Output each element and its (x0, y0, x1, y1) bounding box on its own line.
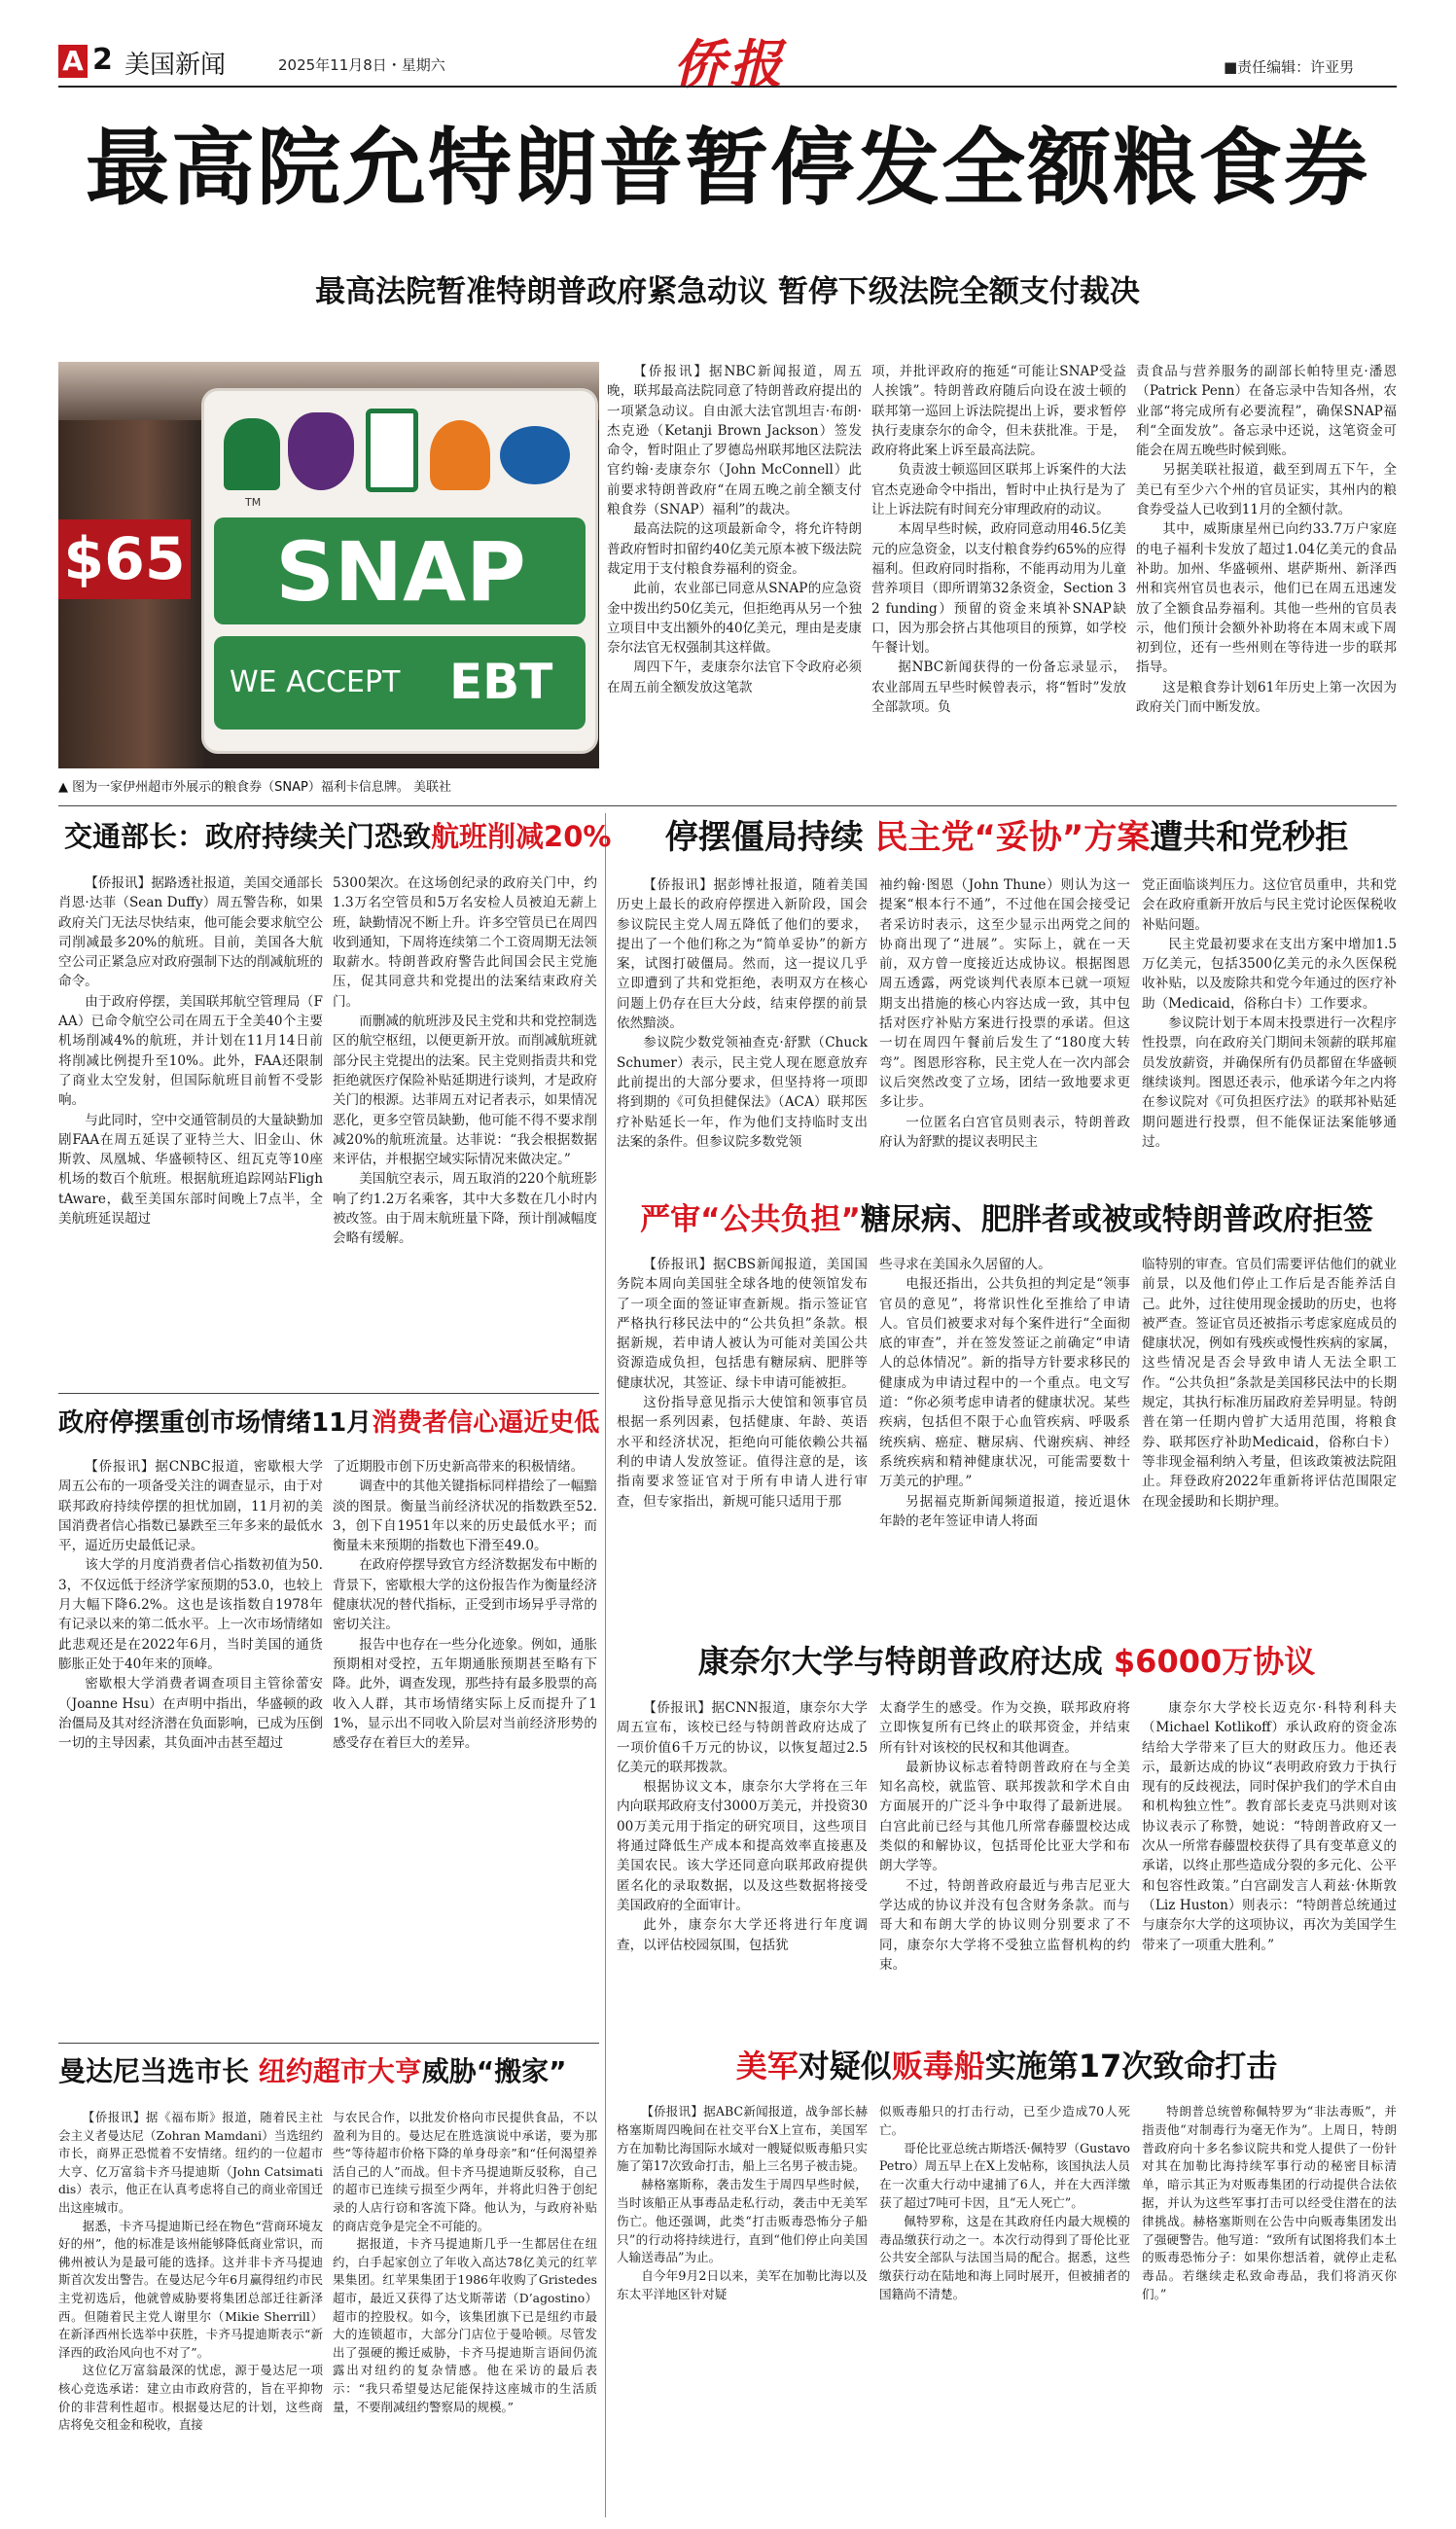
paragraph: 美国航空表示，周五取消的220个航班影响了约1.2万名乘客，其中大多数在几小时内被改签。由于周末航班量下降，预计削减幅度会略有缓解。 (333, 1171, 597, 1247)
headline-highlight: 严审 (640, 1202, 701, 1237)
shutdown-column-2 (879, 875, 1130, 1187)
confidence-column-1 (58, 1457, 323, 2035)
confidence-column-2 (333, 1457, 597, 2035)
transport-column-2 (333, 873, 597, 1383)
confidence-headline (58, 1403, 599, 1443)
cornell-headline (617, 1638, 1397, 1685)
snap-icons-row (224, 409, 574, 496)
lead-column-2 (871, 362, 1126, 798)
section-rule (58, 805, 1397, 806)
page-number: 2 (92, 43, 113, 77)
paragraph: 据悉，卡齐马提迪斯已经在物色“营商环境友好的州”，他的标准是该州能够降低商业常识，而佛州被认为是最可能的选择。这并非卡齐马提迪斯首次发出警告。在曼达尼今年6月赢得纽约市民主党初选后，他就曾威胁要将集团总部迁往新泽西。但随着民主党人谢里尔（Mikie Sherrill）在新泽西州长选举中获胜，卡齐马提迪斯表示“新泽西的政治风向也不对了”。 (58, 2218, 323, 2360)
section-rule (58, 1393, 599, 1394)
paragraph: 些寻求在美国永久居留的人。 (879, 1257, 1051, 1272)
paragraph: 电报还指出，公共负担的判定是“领事官员的意见”，将常识性化至推给了申请人。官员们被要求对每个案件进行“全面彻底的审查”，并在签发签证之前确定“申请人的总体情况”。新的指导方针要求移民的健康成为申请过程中的一个重点。电文写道：“你必须考虑申请者的健康状况。某些疾病，包括但不限于心血管疾病、呼吸系统疾病、癌症、糖尿病、代谢疾病、神经系统疾病和精神健康状况，可能需要数十万美元的护理。” (879, 1276, 1130, 1490)
issue-date: 2025年11月8日・星期六 (278, 56, 445, 74)
public-charge-column-3 (1142, 1255, 1397, 1628)
paragraph: 责食品与营养服务的副部长帕特里克·潘恩（Patrick Penn）在备忘录中告知各州，农业部“将完成所有必要流程”，确保SNAP福利“全面发放”。备忘录中还说，这笔资金可能会在周五晚些时候到账。 (1136, 364, 1397, 459)
cornell-column-2 (879, 1698, 1130, 2033)
paragraph: 这是粮食券计划61年历史上第一次因为政府关门而中断发放。 (1136, 679, 1397, 716)
headline-highlight: “公共负担” (700, 1202, 861, 1237)
transport-headline (64, 815, 611, 858)
page-header (0, 0, 1456, 95)
paragraph: 负责波士顿巡回区联邦上诉案件的大法官杰克逊命令中指出，暂时中止执行是为了让上诉法院有时间充分审理政府的动议。 (871, 462, 1126, 518)
paragraph: 项，并批评政府的拖延“可能让SNAP受益人挨饿”。特朗普政府随后向设在波士顿的联邦第一巡回上诉法院提出上诉，要求暂停执行麦康奈尔的命令，但未获批准。于是，政府将此案上诉至最高法院。 (871, 364, 1126, 459)
paragraph: 本周早些时候，政府同意动用46.5亿美元的应急资金，以支付粮食券约65%的应得福利。但政府同时指称，不能再动用为儿童营养项目（即所谓第32条资金，Section 32 funding）预留的资金来填补SNAP缺口，因为那会挤占其他项目的预算，如学校午餐计划。 (871, 521, 1126, 657)
paragraph: 5300架次。在这场创纪录的政府关门中，约1.3万名空管员和5万名安检人员被迫无薪上班，缺勤情况不断上升。许多空管员已在周四收到通知，下周将连续第二个工资周期无法领取薪水。特朗普政府警告此间国会民主党施压，促其同意共和党提出的法案结束政府关门。 (333, 875, 597, 1010)
navy-strike-column-3 (1142, 2103, 1397, 2517)
section-rule (58, 2043, 599, 2044)
paragraph: 这位亿万富翁最深的忧虑，源于曼达尼一项核心竞选承诺：建立由市政府营的，旨在平抑物价的非营利性超市。根据曼达尼的计划，这些商店将免交租金和税收，直接 (58, 2363, 323, 2433)
price-tag: $65 (58, 519, 191, 599)
paragraph: 临特别的审查。官员们需要评估他们的就业前景，以及他们停止工作后是否能养活自己。此外，过往使用现金援助的历史，也将被严查。签证官员还被指示考虑家庭成员的健康状况，例如有残疾或慢性疾病的家属，这些情况是否会导致申请人无法全职工作。“公共负担”条款是美国移民法中的长期规定，其执行标准历届政府差异明显。特朗普在第一任期内曾扩大适用范围，将粮食券、联邦医疗补助Medicaid，俗称白卡）等非现金福利纳入考量，但该政策被法院阻止。拜登政府2022年重新将评估范围限定在现金援助和长期护理。 (1142, 1257, 1397, 1510)
paragraph: 赫格塞斯称，袭击发生于周四早些时候，当时该船正从事毒品走私行动，袭击中无美军伤亡。他还强调，此类“打击贩毒恐怖分子船只”的行动将持续进行，直到“他们停止向美国人输送毒品”为止。 (617, 2177, 868, 2265)
headline-text: 糖尿病、肥胖者或被或特朗普政府拒签 (860, 1202, 1373, 1237)
navy-strike-headline (617, 2043, 1397, 2089)
paragraph: 康奈尔大学校长迈克尔·科特利科夫（Michael Kotlikoff）承认政府的资金冻结给大学带来了巨大的财政压力。他还表示，最新达成的协议“表明政府致力于执行现有的反歧视法，同时保护我们的学术自由和机构独立性”。教育部长麦克马洪则对该协议表示了称赞，她说：“特朗普政府又一次从一所常春藤盟校获得了具有变革意义的承诺，以终止那些造成分裂的多元化、公平和包容性政策。”白宫副发言人莉兹·休斯敦（Liz Huston）则表示：“特朗普总统通过与康奈尔大学的这项协议，再次为美国学生带来了一项重大胜利。” (1142, 1700, 1397, 1953)
public-charge-headline (617, 1196, 1397, 1243)
section-name: 美国新闻 (124, 51, 227, 80)
headline-text: 威胁“搬家” (421, 2055, 567, 2087)
headline-highlight: 贩毒船 (891, 2048, 985, 2084)
paragraph: 【侨报讯】据ABC新闻报道，战争部长赫格塞斯周四晚间在社交平台X上宣布，美国军方在加勒比海国际水域对一艘疑似贩毒船只实施了第17次致命打击，船上三名男子被击毙。 (617, 2104, 868, 2174)
snap-trademark: TM (245, 496, 262, 509)
paragraph: 【侨报讯】据《福布斯》报道，随着民主社会主义者曼达尼（Zohran Mamdani）当选纽约市长，商界正恐慌着不安情绪。纽约的一位超市大亨、亿万富翁卡齐马提迪斯（John Catsimatidis）表示，他正在认真考虑将自己的商业帝国迁出这座城市。 (58, 2110, 323, 2215)
paragraph: 该大学的月度消费者信心指数初值为50.3，不仅远低于经济学家预期的53.0，也较上月大幅下降6.2%。这也是该指数自1978年有记录以来的第二低水平。上一次市场情绪如此悲观还是在2022年6月，当时美国的通货膨胀正处于40年来的顶峰。 (58, 1557, 323, 1672)
paragraph: 袖约翰·图恩（John Thune）则认为这一提案“根本行不通”，不过他在国会接受记者采访时表示，这至少显示出两党之间的协商出现了“进展”。实际上，就在一天前，双方曾一度接近达成协议。根据图恩周五透露，两党谈判代表原本已就一项短期支出措施的核心内容达成一致，其中包括对医疗补贴方案进行投票的承诺。但这一切在周四午餐前后发生了“180度大转弯”。图恩形容称，民主党人在一次内部会议后突然改变了立场，团结一致地要求更多让步。 (879, 877, 1130, 1111)
headline-text: 政府停摆重创市场情绪11月 (58, 1408, 373, 1438)
paragraph: 据报道，卡齐马提迪斯几乎一生都居住在纽约，白手起家创立了年收入高达78亿美元的红苹果集团。红苹果集团于1986年收购了Gristedes超市，最近又获得了达戈斯蒂诺（D’agostino）超市的控股权。如今，该集团旗下已是纽约市最大的连锁超市，大部分门店位于曼哈顿。尽管发出了强硬的搬迁威胁，卡齐马提迪斯言语间仍流露出对纽约的复杂情感。他在采访的最后表示：“我只希望曼达尼能保持这座城市的生活质量，不要削减纽约警察局的规模。” (333, 2236, 597, 2414)
paragraph: 在政府停摆导致官方经济数据发布中断的背景下，密歇根大学的这份报告作为衡量经济健康状况的替代指标，正受到市场异乎寻常的密切关注。 (333, 1557, 597, 1633)
headline-text: 康奈尔大学与特朗普政府达成 (697, 1643, 1103, 1680)
lead-column-1 (607, 362, 862, 798)
paragraph: 【侨报讯】据CNBC报道，密歇根大学周五公布的一项备受关注的调查显示，由于对联邦政府持续停摆的担忧加剧，11月初的美国消费者信心指数已暴跌至三年多来的最低水平，逼近历史最低记录。 (58, 1459, 323, 1554)
masthead-logo: 侨报 (673, 33, 786, 95)
paragraph: 根据协议文本，康奈尔大学将在三年内向联邦政府支付3000万美元，并投资3000万美元用于指定的研究项目，这些项目将通过降低生产成本和提高效率直接惠及美国农民。该大学还同意向联邦政府提供匿名化的录取数据，以及这些数据将接受美国政府的全面审计。 (617, 1779, 868, 1913)
snap-sign (204, 391, 595, 751)
column-divider (605, 813, 606, 2517)
carrot-icon (430, 420, 490, 490)
cornell-column-1 (617, 1698, 868, 2033)
navy-strike-column-2 (879, 2103, 1130, 2517)
headline-text: 交通部长：政府持续关门恐致 (64, 820, 432, 853)
mamdani-column-1 (58, 2109, 323, 2517)
mamdani-column-2 (333, 2109, 597, 2517)
headline-text: 遭共和党秒拒 (1150, 818, 1349, 857)
headline-text: 实施第17次致命打击 (984, 2048, 1278, 2084)
lead-column-3 (1136, 362, 1397, 798)
paragraph: 了近期股市创下历史新高带来的积极情绪。 (333, 1459, 585, 1475)
paragraph: 【侨报讯】据路透社报道，美国交通部长肖恩·达菲（Sean Duffy）周五警告称，如果政府关门无法尽快结束，他可能会要求航空公司削减最多20%的航班。目前，美国各大航空公司正紧急应对政府强制下达的削减航班的命令。 (58, 875, 323, 990)
paragraph: 哥伦比亚总统古斯塔沃·佩特罗（Gustavo Petro）周五早上在X上发帖称，该国执法人员在一次重大行动中逮捕了6人，并在大西洋缴获了超过7吨可卡因，且“无人死亡”。 (879, 2140, 1130, 2210)
paragraph: 据NBC新闻获得的一份备忘录显示，农业部周五早些时候曾表示，将“暂时”发放全部款项。负 (871, 659, 1126, 716)
transport-column-1 (58, 873, 323, 1383)
bread-icon (224, 418, 280, 490)
headline-highlight: $6000万协议 (1113, 1643, 1316, 1680)
fish-icon (500, 426, 570, 484)
shutdown-column-1 (617, 875, 868, 1187)
mamdani-headline (58, 2050, 567, 2093)
paragraph: 【侨报讯】据NBC新闻报道，周五晚，联邦最高法院同意了特朗普政府提出的一项紧急动议。自由派大法官凯坦吉·布朗·杰克逊（Ketanji Brown Jackson）签发命令，暂时阻止了罗德岛州联邦地区法院法官约翰·麦康奈尔（John McConnell）此前要求特朗普政府“在周五晚之前全额支付粮食券（SNAP）福利”的裁决。 (607, 364, 862, 518)
paragraph: 与农民合作，以批发价格向市民提供食品，不以盈利为目的。曼达尼在胜选演说中承诺，要为那些“等待超市价格下降的单身母亲”和“任何渴望养活自己的人”而战。但卡齐马提迪斯反驳称，自己的超市已连续亏损至少两年，并将此归咎于创纪录的人店行窃和客流下降。他认为，与政府补贴的商店竞争是完全不可能的。 (333, 2110, 597, 2233)
paragraph: 似贩毒船只的打击行动，已至少造成70人死亡。 (879, 2104, 1130, 2137)
paragraph: 由于政府停摆，美国联邦航空管理局（FAA）已命令航空公司在周五于全美40个主要机场削减4%的航班，并计划在11月14日前将削减比例提升至10%。此外，FAA还限制了商业太空发射，但国际航班目前暂不受影响。 (58, 993, 323, 1109)
paragraph: 与此同时，空中交通管制员的大量缺勤加剧FAA在周五延误了亚特兰大、旧金山、休斯敦、凤凰城、华盛顿特区、纽瓦克等10座机场的数百个航班。根据航班追踪网站FlightAware，截至美国东部时间晚上7点半，全美航班延误超过 (58, 1112, 323, 1228)
ebt-text: EBT (449, 654, 553, 710)
headline-highlight: 航班削减20% (431, 820, 612, 853)
paragraph: 另据美联社报道，截至到周五下午，全美已有至少六个州的官员证实，其州内的粮食券受益人已收到11月的全额付款。 (1136, 462, 1397, 518)
paragraph: 【侨报讯】据CNN报道，康奈尔大学周五宣布，该校已经与特朗普政府达成了一项价值6千万元的协议，以恢复超过2.5亿美元的联邦拨款。 (617, 1700, 868, 1775)
headline-text: 停摆僵局持续 (664, 818, 864, 857)
headline-highlight: 美军 (735, 2048, 799, 2084)
headline-highlight: 消费者信心逼近史低 (372, 1408, 600, 1438)
paragraph: 这份指导意见指示大使馆和领事官员根据一系列因素，包括健康、年龄、英语水平和经济状况，拒绝向可能依赖公共福利的申请人发放签证。值得注意的是，该指南要求签证官对于所有申请人进行审查，但专家指出，新规可能只适用于那 (617, 1395, 868, 1510)
headline-highlight: 纽约超市大亨 (258, 2055, 422, 2087)
paragraph: 最高法院的这项最新命令，将允许特朗普政府暂时扣留约40亿美元原本被下级法院裁定用于支付粮食券福利的资金。 (607, 521, 862, 577)
paragraph: 特朗普总统曾称佩特罗为“非法毒贩”，并指责他“对制毒行为毫无作为”。上周日，特朗普政府向十多名参议院共和党人提供了一份针对其在加勒比海持续军事行动的秘密目标清单，暗示其正为对贩毒集团的行动提供合法依据，并认为这些军事打击可以经受住潜在的法律挑战。赫格塞斯则在公告中向贩毒集团发出了强硬警告。他写道：“致所有试图将我们本土的贩毒恐怖分子：如果你想活着，就停止走私毒品。若继续走私致命毒品，我们将消灭你们。” (1142, 2104, 1397, 2301)
public-charge-column-1 (617, 1255, 868, 1628)
cornell-column-3 (1142, 1698, 1397, 2033)
paragraph: 周四下午，麦康奈尔法官下令政府必须在周五前全额发放这笔款 (607, 659, 862, 695)
paragraph: 自今年9月2日以来，美军在加勒比海以及东太平洋地区针对疑 (617, 2268, 868, 2301)
snap-wordmark: SNAP (275, 524, 526, 620)
paragraph: 调查中的其他关键指标同样措绘了一幅黯淡的图景。衡量当前经济状况的指数跌至52.3，创下自1951年以来的历史最低水平；而衡量未来预期的指数也下滑至49.0。 (333, 1478, 597, 1554)
headline-text: 对疑似 (798, 2048, 892, 2084)
public-charge-column-2 (879, 1255, 1130, 1628)
paragraph: 此前，农业部已同意从SNAP的应急资金中拨出约50亿美元，但拒绝再从另一个独立项目中支出额外的40亿美元，理由是麦康奈尔法官无权强制其这样做。 (607, 581, 862, 657)
paragraph: 密歇根大学消费者调查项目主管徐蕾安（Joanne Hsu）在声明中指出，华盛顿的政治僵局及其对经济潜在负面影响，已成为压倒一切的主导因素，其负面冲击甚至超过 (58, 1676, 323, 1752)
lead-headline: 最高院允特朗普暂停发全额粮食券 (86, 120, 1369, 217)
paragraph: 【侨报讯】据CBS新闻报道，美国国务院本周向美国驻全球各地的使领馆发布了一项全面的签证审查新规。指示签证官严格执行移民法中的“公共负担”条款。根据新规，若申请人被认为可能对美国公共资源造成负担，包括患有糖尿病、肥胖等健康状况，其签证、绿卡申请可能被拒。 (617, 1257, 868, 1391)
paragraph: 而删减的航班涉及民主党和共和党控制选区的航空枢纽，以便更新开放。而削减航班就部分民主党提出的法案。民主党则指责共和党拒绝就医疗保险补贴延期进行谈判，才是政府关门的根源。达菲周五对记者表示，如果情况恶化，更多空管员缺勤，他可能不得不要求削减20%的航班流量。达菲说：“我会根据数据来评估，并根据空域实际情况来做决定。” (333, 1014, 597, 1168)
paragraph: 佩特罗称，这是在其政府任内最大规模的毒品缴获行动之一。本次行动得到了哥伦比亚公共安全部队与法国当局的配合。据悉，这些缴获行动在陆地和海上同时展开，但被捕者的国籍尚不清楚。 (879, 2213, 1130, 2301)
lead-photo (58, 362, 599, 768)
lead-subhead: 最高法院暂准特朗普政府紧急动议 暂停下级法院全额支付裁决 (315, 274, 1140, 309)
paragraph: 其中，威斯康星州已向约33.7万户家庭的电子福利卡发放了超过1.04亿美元的食品补助。加州、华盛顿州、堪萨斯州、新泽西州和宾州官员也表示，他们已在周五迅速发放了全额食品券福利。其他一些州的官员表示，他们预计会额外补助将在本周末或下周初到位，还有一些州则在等待进一步的联邦指导。 (1136, 521, 1397, 676)
shutdown-headline (617, 813, 1397, 862)
page-letter-box: A (58, 45, 88, 78)
shutdown-column-3 (1142, 875, 1397, 1187)
paragraph: 一位匿名白宫官员则表示，特朗普政府认为舒默的提议表明民主 (879, 1114, 1130, 1150)
grape-icon (288, 412, 354, 490)
headline-text: 曼达尼当选市长 (58, 2055, 250, 2087)
paragraph: 参议院计划于本周末投票进行一次程序性投票，向在政府关门期间未领薪的联邦雇员发放薪资，并确保所有仍员都留在华盛顿继续谈判。图恩还表示，他承诺今年之内将在参议院对《可负担医疗法》的联邦补贴延期问题进行投票，但不能保证法案能够通过。 (1142, 1015, 1397, 1150)
paragraph: 另据福克斯新闻频道报道，接近退休年龄的老年签证申请人将面 (879, 1493, 1130, 1529)
navy-strike-column-1 (617, 2103, 868, 2517)
header-rule (58, 86, 1397, 88)
paragraph: 党正面临谈判压力。这位官员重申，共和党会在政府重新开放后与民主党讨论医保税收补贴问题。 (1142, 877, 1397, 933)
we-accept-text: WE ACCEPT (230, 665, 401, 699)
paragraph: 最新协议标志着特朗普政府在与全美知名高校，就监管、联邦拨款和学术自由方面展开的广泛斗争中取得了最新进展。白宫此前已经与其他几所常春藤盟校达成类似的和解协议，包括哥伦比亚大学和布朗大学等。 (879, 1759, 1130, 1874)
paragraph: 参议院少数党领袖查克·舒默（Chuck Schumer）表示，民主党人现在愿意放弃此前提出的大部分要求，但坚持将一项即将到期的《可负担健保法》（ACA）联邦医疗补贴延长一年，作为他们支持临时支出法案的条件。但参议院多数党领 (617, 1035, 868, 1150)
paragraph: 报告中也存在一些分化迹象。例如，通胀预期相对受控，五年期通胀预期甚至略有下降。此外，调查发现，那些持有最多股票的高收入人群，其市场情绪实际上反而提升了11%，显示出不同收入阶层对当前经济形势的感受存在着巨大的差异。 (333, 1636, 597, 1752)
paragraph: 民主党最初要求在支出方案中增加1.5万亿美元，包括3500亿美元的永久医保税收补贴，以及废除共和党今年通过的医疗补助（Medicaid，俗称白卡）工作要求。 (1142, 936, 1397, 1012)
lead-photo-caption: ▲ 图为一家伊州超市外展示的粮食券（SNAP）福利卡信息牌。 美联社 (58, 780, 451, 795)
paragraph: 太裔学生的感受。作为交换，联邦政府将立即恢复所有已终止的联邦资金，并结束所有针对该校的民权和其他调查。 (879, 1700, 1130, 1756)
paragraph: 【侨报讯】据彭博社报道，随着美国历史上最长的政府停摆进入新阶段，国会参议院民主党人周五降低了他们的要求，提出了一个他们称之为“简单妥协”的新方案，试图打破僵局。然而，这一提议几乎立即遭到了共和党拒绝，表明双方在核心问题上仍存在巨大分歧，结束停摆的前景依然黯淡。 (617, 877, 868, 1032)
milk-icon (366, 409, 418, 492)
editor-credit: ■责任编辑：许亚男 (1224, 58, 1355, 76)
headline-highlight: 民主党“妥协”方案 (874, 818, 1151, 857)
paragraph: 不过，特朗普政府最近与弗吉尼亚大学达成的协议并没有包含财务条款。而与哥大和布朗大学的协议则分别要求了不同，康奈尔大学将不受独立监督机构的约束。 (879, 1877, 1130, 1973)
paragraph: 此外，康奈尔大学还将进行年度调查，以评估校园氛围，包括犹 (617, 1917, 868, 1953)
